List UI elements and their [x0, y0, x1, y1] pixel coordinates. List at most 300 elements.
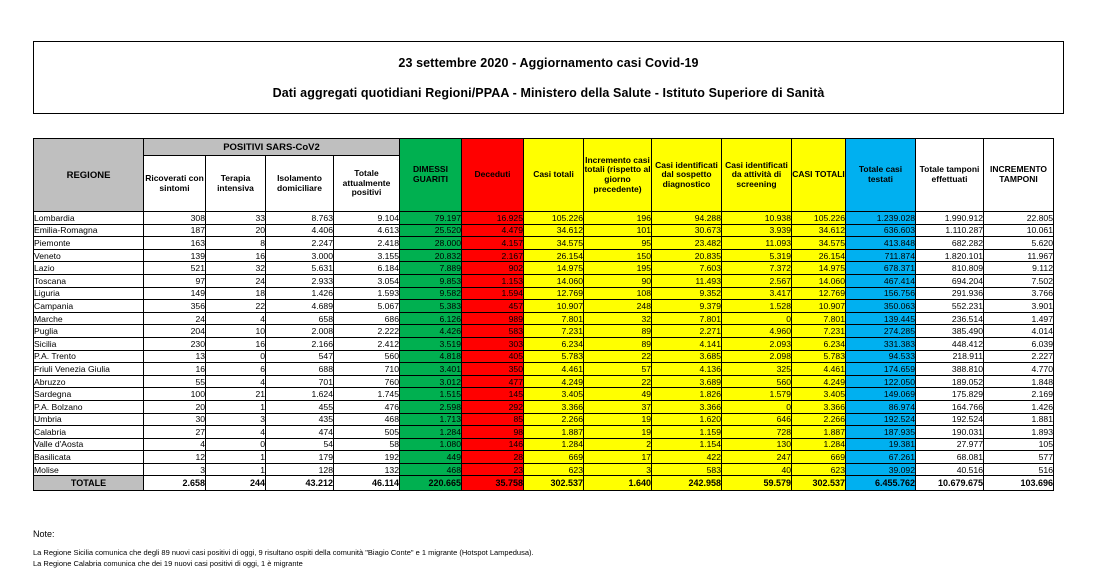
data-cell: 2.166 — [266, 337, 334, 350]
data-cell: 4.249 — [792, 375, 846, 388]
note-line-1: La Regione Sicilia comunica che degli 89 nuovi casi positivi di oggi, 9 risultano ospiti della comunità "Biagio Conte" e 1 migrante (Hotspot Lampedusa). — [33, 548, 534, 558]
data-cell: 547 — [266, 350, 334, 363]
data-cell: 16 — [144, 363, 206, 376]
data-cell: 1.887 — [792, 426, 846, 439]
column-header-deceduti: Deceduti — [462, 139, 524, 212]
data-cell: 248 — [584, 300, 652, 313]
data-cell: 132 — [334, 463, 400, 476]
total-data-cell: 35.758 — [462, 476, 524, 491]
column-header-casi-totali: Casi totali — [524, 139, 584, 212]
data-cell: 1.881 — [984, 413, 1054, 426]
region-name-cell: Marche — [34, 312, 144, 325]
data-cell: 7.889 — [400, 262, 462, 275]
table-group-header-row — [34, 139, 1054, 156]
data-cell: 7.372 — [722, 262, 792, 275]
data-cell: 669 — [524, 451, 584, 464]
data-cell: 728 — [722, 426, 792, 439]
data-cell: 9.379 — [652, 300, 722, 313]
table-row — [34, 274, 1054, 287]
data-cell: 1 — [206, 400, 266, 413]
data-cell: 174.659 — [846, 363, 916, 376]
data-cell: 187 — [144, 224, 206, 237]
data-cell: 3.000 — [266, 249, 334, 262]
data-cell: 189.052 — [916, 375, 984, 388]
total-data-cell: 242.958 — [652, 476, 722, 491]
data-cell: 12.769 — [792, 287, 846, 300]
data-cell: 3.366 — [652, 400, 722, 413]
table-row — [34, 325, 1054, 338]
data-cell: 204 — [144, 325, 206, 338]
data-cell: 3.417 — [722, 287, 792, 300]
data-cell: 9.582 — [400, 287, 462, 300]
data-cell: 623 — [792, 463, 846, 476]
data-cell: 1.284 — [792, 438, 846, 451]
data-cell: 149 — [144, 287, 206, 300]
data-cell: 34.575 — [792, 237, 846, 250]
data-cell: 9.112 — [984, 262, 1054, 275]
data-cell: 1.159 — [652, 426, 722, 439]
data-cell: 710 — [334, 363, 400, 376]
data-cell: 192 — [334, 451, 400, 464]
data-cell: 3 — [206, 413, 266, 426]
column-group-positivi: POSITIVI SARS-CoV2 — [144, 139, 400, 156]
data-cell: 3.054 — [334, 274, 400, 287]
column-header-casi-screening: Casi identificati da attività di screening — [722, 139, 792, 212]
region-name-cell: Umbria — [34, 413, 144, 426]
data-cell: 89 — [584, 325, 652, 338]
table-row — [34, 224, 1054, 237]
data-cell: 32 — [206, 262, 266, 275]
data-cell: 9.104 — [334, 212, 400, 225]
data-cell: 179 — [266, 451, 334, 464]
data-cell: 30 — [144, 413, 206, 426]
data-cell: 989 — [462, 312, 524, 325]
data-cell: 68.081 — [916, 451, 984, 464]
data-cell: 1.848 — [984, 375, 1054, 388]
region-name-cell: Emilia-Romagna — [34, 224, 144, 237]
data-cell: 0 — [722, 312, 792, 325]
table-row — [34, 337, 1054, 350]
data-cell: 385.490 — [916, 325, 984, 338]
data-cell: 86.974 — [846, 400, 916, 413]
data-cell: 9.853 — [400, 274, 462, 287]
data-cell: 1.497 — [984, 312, 1054, 325]
table-row — [34, 350, 1054, 363]
data-cell: 192.524 — [916, 413, 984, 426]
data-cell: 2.227 — [984, 350, 1054, 363]
data-cell: 1.426 — [984, 400, 1054, 413]
data-cell: 4.770 — [984, 363, 1054, 376]
header-box — [33, 41, 1064, 114]
data-cell: 187.935 — [846, 426, 916, 439]
data-cell: 11.493 — [652, 274, 722, 287]
data-cell: 5.067 — [334, 300, 400, 313]
data-cell: 0 — [206, 350, 266, 363]
data-cell: 108 — [584, 287, 652, 300]
data-cell: 2.567 — [722, 274, 792, 287]
data-cell: 623 — [524, 463, 584, 476]
data-cell: 1.594 — [462, 287, 524, 300]
data-cell: 24 — [206, 274, 266, 287]
data-cell: 636.603 — [846, 224, 916, 237]
data-cell: 100 — [144, 388, 206, 401]
column-header-isolamento-domiciliare: Isolamento domiciliare — [266, 156, 334, 212]
data-cell: 34.612 — [524, 224, 584, 237]
data-cell: 3.405 — [792, 388, 846, 401]
data-cell: 5.319 — [722, 249, 792, 262]
column-header-incremento-tamponi: INCREMENTO TAMPONI — [984, 139, 1054, 212]
data-cell: 2.418 — [334, 237, 400, 250]
data-cell: 5.783 — [524, 350, 584, 363]
data-cell: 1.593 — [334, 287, 400, 300]
region-name-cell: Campania — [34, 300, 144, 313]
data-cell: 10.061 — [984, 224, 1054, 237]
data-cell: 3.366 — [792, 400, 846, 413]
data-cell: 4.249 — [524, 375, 584, 388]
data-cell: 105.226 — [792, 212, 846, 225]
data-cell: 94.533 — [846, 350, 916, 363]
data-cell: 701 — [266, 375, 334, 388]
region-name-cell: Puglia — [34, 325, 144, 338]
data-cell: 6.234 — [792, 337, 846, 350]
data-cell: 308 — [144, 212, 206, 225]
total-data-cell: 59.579 — [722, 476, 792, 491]
region-name-cell: Basilicata — [34, 451, 144, 464]
data-cell: 67.261 — [846, 451, 916, 464]
data-cell: 7.231 — [524, 325, 584, 338]
data-cell: 16.925 — [462, 212, 524, 225]
data-cell: 2.247 — [266, 237, 334, 250]
data-cell: 2.933 — [266, 274, 334, 287]
data-cell: 139.445 — [846, 312, 916, 325]
data-cell: 455 — [266, 400, 334, 413]
data-cell: 196 — [584, 212, 652, 225]
total-data-cell: 244 — [206, 476, 266, 491]
data-cell: 27 — [144, 426, 206, 439]
data-cell: 27.977 — [916, 438, 984, 451]
data-cell: 325 — [722, 363, 792, 376]
data-cell: 192.524 — [846, 413, 916, 426]
data-cell: 20 — [144, 400, 206, 413]
column-header-regione: REGIONE — [34, 139, 144, 212]
data-cell: 30.673 — [652, 224, 722, 237]
data-cell: 14.975 — [524, 262, 584, 275]
data-cell: 10.938 — [722, 212, 792, 225]
data-cell: 678.371 — [846, 262, 916, 275]
data-cell: 7.801 — [792, 312, 846, 325]
data-cell: 22.805 — [984, 212, 1054, 225]
data-cell: 468 — [334, 413, 400, 426]
data-cell: 230 — [144, 337, 206, 350]
data-cell: 1.579 — [722, 388, 792, 401]
data-cell: 1.110.287 — [916, 224, 984, 237]
table-row — [34, 237, 1054, 250]
data-cell: 26.154 — [792, 249, 846, 262]
table-row — [34, 400, 1054, 413]
column-header-totale-attualmente-positivi: Totale attualmente positivi — [334, 156, 400, 212]
region-name-cell: Lombardia — [34, 212, 144, 225]
column-header-casi-totali-2: CASI TOTALI — [792, 139, 846, 212]
data-cell: 5.620 — [984, 237, 1054, 250]
header-subtitle-source: Dati aggregati quotidiani Regioni/PPAA - Ministero della Salute - Istituto Superiore di Sanità — [272, 85, 825, 100]
data-cell: 810.809 — [916, 262, 984, 275]
covid-data-table — [33, 138, 1054, 491]
data-cell: 1.426 — [266, 287, 334, 300]
data-cell: 1.284 — [524, 438, 584, 451]
data-cell: 175.829 — [916, 388, 984, 401]
data-cell: 405 — [462, 350, 524, 363]
data-cell: 22 — [584, 375, 652, 388]
data-cell: 4.157 — [462, 237, 524, 250]
data-cell: 7.801 — [652, 312, 722, 325]
data-cell: 6.126 — [400, 312, 462, 325]
data-cell: 2.271 — [652, 325, 722, 338]
data-cell: 2.222 — [334, 325, 400, 338]
data-cell: 1.239.028 — [846, 212, 916, 225]
table-row — [34, 287, 1054, 300]
data-cell: 1 — [206, 463, 266, 476]
data-cell: 4.014 — [984, 325, 1054, 338]
data-cell: 1.080 — [400, 438, 462, 451]
data-cell: 686 — [334, 312, 400, 325]
region-name-cell: Lazio — [34, 262, 144, 275]
table-row — [34, 212, 1054, 225]
notes-title: Note: — [33, 529, 55, 539]
data-cell: 7.603 — [652, 262, 722, 275]
data-cell: 291.936 — [916, 287, 984, 300]
table-row — [34, 413, 1054, 426]
data-cell: 711.874 — [846, 249, 916, 262]
data-cell: 1 — [206, 451, 266, 464]
data-cell: 98 — [462, 426, 524, 439]
data-cell: 218.911 — [916, 350, 984, 363]
data-cell: 1.713 — [400, 413, 462, 426]
data-cell: 128 — [266, 463, 334, 476]
data-cell: 477 — [462, 375, 524, 388]
data-cell: 4.141 — [652, 337, 722, 350]
data-cell: 303 — [462, 337, 524, 350]
data-cell: 2.169 — [984, 388, 1054, 401]
data-cell: 37 — [584, 400, 652, 413]
region-name-cell: Calabria — [34, 426, 144, 439]
data-cell: 18 — [206, 287, 266, 300]
table-row — [34, 463, 1054, 476]
data-cell: 89 — [584, 337, 652, 350]
data-cell: 32 — [584, 312, 652, 325]
data-cell: 26.154 — [524, 249, 584, 262]
data-cell: 54 — [266, 438, 334, 451]
data-cell: 4.613 — [334, 224, 400, 237]
total-data-cell: 10.679.675 — [916, 476, 984, 491]
region-name-cell: Sardegna — [34, 388, 144, 401]
data-cell: 2.098 — [722, 350, 792, 363]
data-cell: 25.520 — [400, 224, 462, 237]
table-row — [34, 426, 1054, 439]
region-name-cell: P.A. Trento — [34, 350, 144, 363]
data-cell: 39.092 — [846, 463, 916, 476]
data-cell: 22 — [206, 300, 266, 313]
data-cell: 19 — [584, 413, 652, 426]
data-cell: 476 — [334, 400, 400, 413]
table-body — [34, 212, 1054, 491]
data-cell: 10.907 — [792, 300, 846, 313]
data-cell: 247 — [722, 451, 792, 464]
data-cell: 11.093 — [722, 237, 792, 250]
data-cell: 3 — [584, 463, 652, 476]
column-header-totale-casi-testati: Totale casi testati — [846, 139, 916, 212]
data-cell: 11.967 — [984, 249, 1054, 262]
data-cell: 95 — [584, 237, 652, 250]
data-cell: 20 — [206, 224, 266, 237]
table-row — [34, 312, 1054, 325]
total-data-cell: 1.640 — [584, 476, 652, 491]
data-cell: 682.282 — [916, 237, 984, 250]
data-cell: 190.031 — [916, 426, 984, 439]
total-data-cell: 220.665 — [400, 476, 462, 491]
data-cell: 4.461 — [524, 363, 584, 376]
data-cell: 457 — [462, 300, 524, 313]
data-cell: 1.820.101 — [916, 249, 984, 262]
data-cell: 4.461 — [792, 363, 846, 376]
data-cell: 97 — [144, 274, 206, 287]
data-cell: 350 — [462, 363, 524, 376]
region-name-cell: Veneto — [34, 249, 144, 262]
data-cell: 4.818 — [400, 350, 462, 363]
data-cell: 6 — [206, 363, 266, 376]
data-cell: 150 — [584, 249, 652, 262]
data-cell: 94.288 — [652, 212, 722, 225]
data-cell: 474 — [266, 426, 334, 439]
data-cell: 7.502 — [984, 274, 1054, 287]
column-header-incremento-casi-totali: Incremento casi totali (rispetto al giorno precedente) — [584, 139, 652, 212]
data-cell: 4.479 — [462, 224, 524, 237]
data-cell: 1.284 — [400, 426, 462, 439]
data-cell: 4.689 — [266, 300, 334, 313]
data-cell: 34.612 — [792, 224, 846, 237]
table-row — [34, 262, 1054, 275]
data-cell: 55 — [144, 375, 206, 388]
data-cell: 7.231 — [792, 325, 846, 338]
note-line-2: La Regione Calabria comunica che dei 19 nuovi casi positivi di oggi, 1 è migrante — [33, 558, 303, 568]
data-cell: 122.050 — [846, 375, 916, 388]
data-cell: 4 — [206, 375, 266, 388]
data-cell: 1.990.912 — [916, 212, 984, 225]
data-cell: 1.515 — [400, 388, 462, 401]
data-cell: 449 — [400, 451, 462, 464]
data-cell: 694.204 — [916, 274, 984, 287]
data-cell: 164.766 — [916, 400, 984, 413]
table-row — [34, 438, 1054, 451]
data-cell: 3.405 — [524, 388, 584, 401]
data-cell: 422 — [652, 451, 722, 464]
data-cell: 14.060 — [792, 274, 846, 287]
data-cell: 28.000 — [400, 237, 462, 250]
data-cell: 388.810 — [916, 363, 984, 376]
data-cell: 1.624 — [266, 388, 334, 401]
data-cell: 4.960 — [722, 325, 792, 338]
data-cell: 4.426 — [400, 325, 462, 338]
region-name-cell: Piemonte — [34, 237, 144, 250]
total-data-cell: 302.537 — [524, 476, 584, 491]
column-header-ricoverati: Ricoverati con sintomi — [144, 156, 206, 212]
data-cell: 24 — [144, 312, 206, 325]
data-cell: 3.685 — [652, 350, 722, 363]
column-header-totale-tamponi: Totale tamponi effettuati — [916, 139, 984, 212]
data-cell: 79.197 — [400, 212, 462, 225]
data-cell: 105 — [984, 438, 1054, 451]
data-cell: 1.745 — [334, 388, 400, 401]
header-title-date: 23 settembre 2020 - Aggiornamento casi Covid-19 — [398, 55, 699, 70]
data-cell: 356 — [144, 300, 206, 313]
notes-block — [33, 528, 1064, 570]
data-cell: 521 — [144, 262, 206, 275]
data-cell: 2.167 — [462, 249, 524, 262]
region-name-cell: Valle d'Aosta — [34, 438, 144, 451]
data-cell: 552.231 — [916, 300, 984, 313]
data-cell: 146 — [462, 438, 524, 451]
data-cell: 669 — [792, 451, 846, 464]
data-cell: 139 — [144, 249, 206, 262]
data-cell: 1.893 — [984, 426, 1054, 439]
data-cell: 34.575 — [524, 237, 584, 250]
region-name-cell: Toscana — [34, 274, 144, 287]
data-cell: 331.383 — [846, 337, 916, 350]
data-cell: 4 — [144, 438, 206, 451]
data-cell: 2.008 — [266, 325, 334, 338]
data-cell: 4 — [206, 426, 266, 439]
total-data-cell: 302.537 — [792, 476, 846, 491]
data-cell: 40 — [722, 463, 792, 476]
data-cell: 560 — [334, 350, 400, 363]
table-row — [34, 388, 1054, 401]
total-data-cell: 103.696 — [984, 476, 1054, 491]
data-cell: 19.381 — [846, 438, 916, 451]
region-name-cell: Liguria — [34, 287, 144, 300]
data-cell: 20.835 — [652, 249, 722, 262]
data-cell: 3.766 — [984, 287, 1054, 300]
data-cell: 5.783 — [792, 350, 846, 363]
data-cell: 40.516 — [916, 463, 984, 476]
table-row — [34, 363, 1054, 376]
table-row — [34, 249, 1054, 262]
data-cell: 7.801 — [524, 312, 584, 325]
data-cell: 14.975 — [792, 262, 846, 275]
data-cell: 149.069 — [846, 388, 916, 401]
data-cell: 560 — [722, 375, 792, 388]
data-cell: 2 — [584, 438, 652, 451]
region-name-cell: Abruzzo — [34, 375, 144, 388]
table-row — [34, 375, 1054, 388]
data-cell: 4 — [206, 312, 266, 325]
column-header-dimessi-guariti: DIMESSI GUARITI — [400, 139, 462, 212]
data-cell: 2.598 — [400, 400, 462, 413]
data-cell: 1.154 — [652, 438, 722, 451]
data-cell: 105.226 — [524, 212, 584, 225]
table-row — [34, 451, 1054, 464]
data-cell: 583 — [462, 325, 524, 338]
data-cell: 577 — [984, 451, 1054, 464]
data-cell: 163 — [144, 237, 206, 250]
data-cell: 448.412 — [916, 337, 984, 350]
data-cell: 350.063 — [846, 300, 916, 313]
data-cell: 583 — [652, 463, 722, 476]
data-cell: 3.401 — [400, 363, 462, 376]
data-cell: 1.826 — [652, 388, 722, 401]
data-cell: 145 — [462, 388, 524, 401]
data-cell: 3.366 — [524, 400, 584, 413]
region-name-cell: Friuli Venezia Giulia — [34, 363, 144, 376]
data-cell: 468 — [400, 463, 462, 476]
